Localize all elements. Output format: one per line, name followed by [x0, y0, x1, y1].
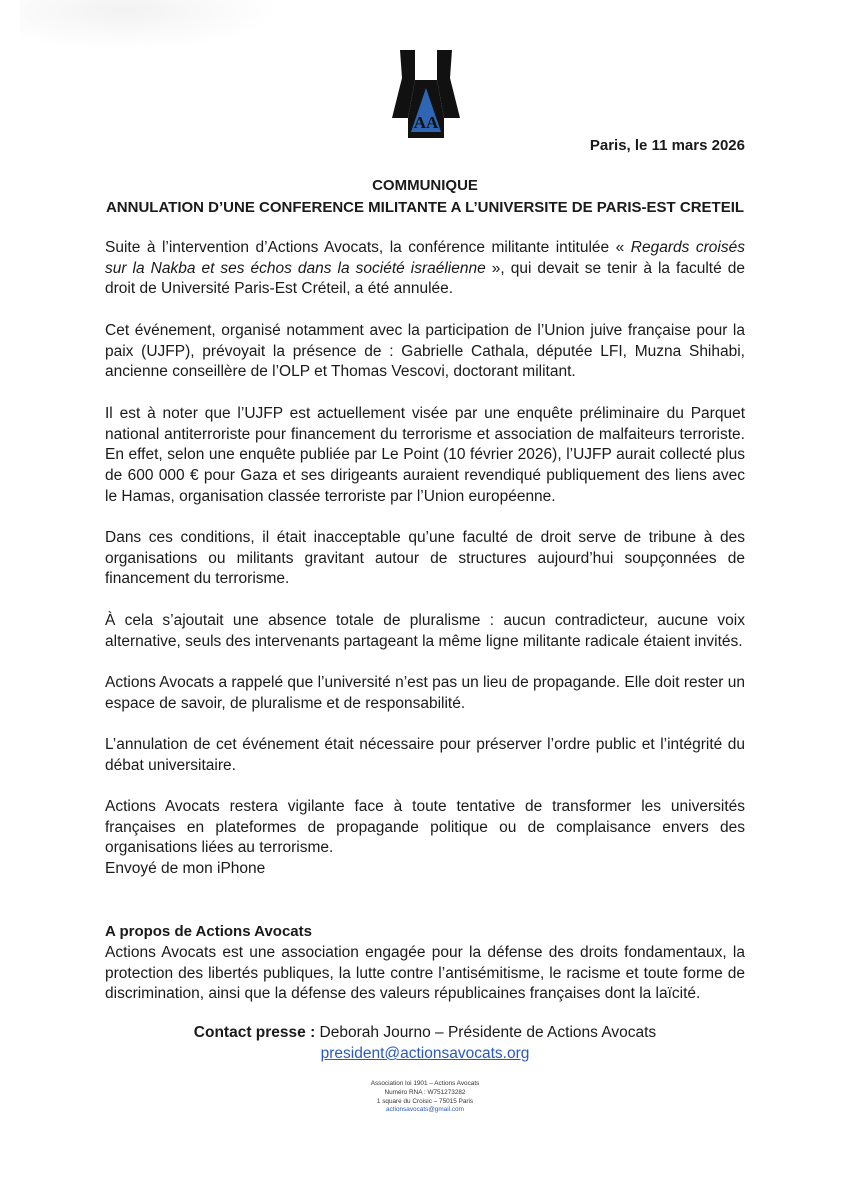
document-title: COMMUNIQUE: [372, 177, 478, 194]
paragraph-4: Dans ces conditions, il était inacceptable qu’une faculté de droit serve de tribune à des organisations ou militants gravitant autour de structures aujourd’hui soupçonnées de financement du terrorisme.: [105, 529, 745, 588]
paragraph-3: Il est à noter que l’UJFP est actuellement visée par une enquête préliminaire du Parquet national antiterroriste pour financement du terrorisme et association de malfaiteurs terroriste. En effet, selon une enquête publiée par Le Point (10 février 2026), l’UJFP aurait collecté plus de 600 000 € pour Gaza et ses dirigeants auraient revendiqué publiquement des liens avec le Hamas, organisation classée terroriste par l’Union européenne.: [105, 405, 745, 505]
document-date: Paris, le 11 mars 2026: [589, 137, 745, 154]
conference-title: Regards croisés sur la Nakba et ses échos dans la société israélienne: [105, 239, 745, 277]
scan-shadow: [20, 0, 280, 50]
paragraph-1-intro: Suite à l’intervention d’Actions Avocats, la conférence militante intitulée «: [105, 239, 631, 256]
paragraph-5: À cela s’ajoutait une absence totale de pluralisme : aucun contradicteur, aucune voix alternative, seuls des intervenants partageant la même ligne militante radicale étaient invités.: [105, 612, 745, 650]
sent-from-line: Envoyé de mon iPhone: [105, 860, 266, 877]
paragraph-1-outro: », qui devait se tenir à la faculté de droit de Université Paris-Est Créteil, a été annulée.: [105, 259, 745, 298]
footer-line-3: 1 square du Croisic – 75015 Paris: [376, 1097, 474, 1105]
press-contact: [105, 1024, 745, 1042]
press-contact-label: Contact presse :: [193, 1024, 316, 1041]
about-text: Actions Avocats est une association engagée pour la défense des droits fondamentaux, la protection des libertés publiques, la lutte contre l’antisémitisme, le racisme et toute forme de discrimination, ainsi que la défense des valeurs républicaines françaises dont la laïcité.: [105, 944, 745, 1003]
paragraph-1: [105, 238, 745, 300]
paragraph-8: Actions Avocats restera vigilante face à toute tentative de transformer les universités françaises en plateformes de propagande politique ou de complaisance envers des organisations liées au terrorisme.: [105, 798, 745, 857]
paragraph-2: Cet événement, organisé notamment avec la participation de l’Union juive française pour la paix (UJFP), prévoyait la présence de : Gabrielle Cathala, députée LFI, Muzna Shihabi, ancienne conseillère de l’OLP et Thomas Vescovi, doctorant militant.: [105, 322, 745, 381]
footer-address: [305, 1080, 545, 1115]
paragraph-7: L’annulation de cet événement était nécessaire pour préserver l’ordre public et l’intégrité du débat universitaire.: [105, 736, 745, 774]
footer-email-link[interactable]: actionsavocats@gmail.com: [386, 1106, 464, 1114]
about-title: A propos de Actions Avocats: [105, 923, 312, 940]
press-contact-person: Deborah Journo – Présidente de Actions Avocats: [315, 1024, 657, 1041]
footer-line-2: Numéro RNA : W751273282: [384, 1088, 466, 1096]
press-contact-email-link[interactable]: president@actionsavocats.org: [320, 1045, 530, 1062]
document-subtitle: ANNULATION D’UNE CONFERENCE MILITANTE A L’UNIVERSITE DE PARIS-EST CRETEIL: [105, 199, 745, 216]
actions-avocats-logo: [392, 50, 460, 138]
footer-line-1: Association loi 1901 – Actions Avocats: [370, 1080, 480, 1087]
paragraph-6: Actions Avocats a rappelé que l’université n’est pas un lieu de propagande. Elle doit rester un espace de savoir, de pluralisme et de responsabilité.: [105, 674, 745, 712]
logo-lettering: AA: [413, 113, 439, 132]
